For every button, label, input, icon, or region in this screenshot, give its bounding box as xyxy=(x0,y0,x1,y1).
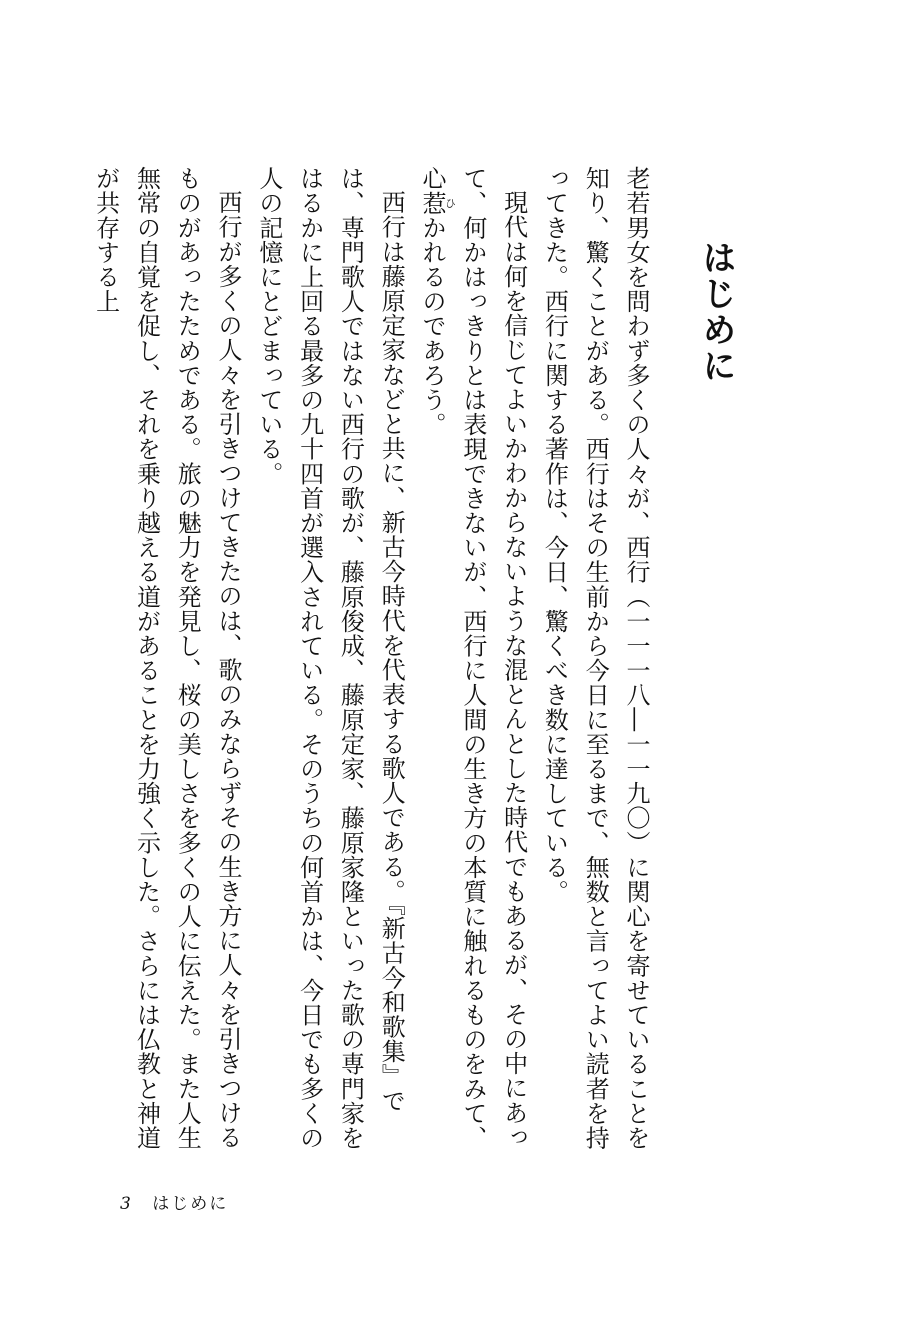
paragraph-2-text: 現代は何を信じてよいかわからないような混とんとした時代でもあるが、その中にあって、何かはっきりとは表現できないが、西行に人間の生き方の本質に触れるものをみて、 xyxy=(458,166,528,1150)
paragraph-1 xyxy=(534,166,656,1156)
paragraph-3 xyxy=(248,166,411,1156)
paragraph-2 xyxy=(411,166,533,1156)
ruby-annotation xyxy=(418,190,457,216)
ruby-prefix: 心 xyxy=(418,166,447,191)
ruby-reading: ひ xyxy=(443,190,457,216)
running-title: はじめに xyxy=(152,1194,229,1214)
paragraph-3-text: 西行は藤原定家などと共に、新古今時代を代表する歌人である。『新古今和歌集』では、専門歌人ではない西行の歌が、藤原俊成、藤原定家、藤原家隆といった歌の専門家をはるかに上回る最多の九十四首が選入されている。そのうちの何首かは、今日でも多くの人の記憶にとどまっている。 xyxy=(254,166,406,1150)
paragraph-1-text: 老若男女を問わず多くの人々が、西行（一一一八―一一九〇）に関心を寄せていることを知り、驚くことがある。西行はその生前から今日に至るまで、無数と言ってよい読者を持ってきた。西行に関する著作は、今日、驚くべき数に達している。 xyxy=(540,166,650,1150)
page-footer xyxy=(120,1190,228,1218)
ruby-suffix: かれるのであろう。 xyxy=(418,215,447,437)
ruby-base: 惹 xyxy=(418,190,447,216)
chapter-title: はじめに xyxy=(696,240,736,384)
paragraph-4 xyxy=(85,166,248,1156)
page-number: 3 xyxy=(120,1194,131,1214)
paragraph-4-text: 西行が多くの人々を引きつけてきたのは、歌のみならずその生き方に人々を引きつけるものがあったためである。旅の魅力を発見し、桜の美しさを多くの人に伝えた。また人生無常の自覚を促し、それを乗り越える道があることを力強く示した。さらには仏教と神道が共存する上 xyxy=(91,166,243,1150)
body-text xyxy=(91,166,656,1156)
